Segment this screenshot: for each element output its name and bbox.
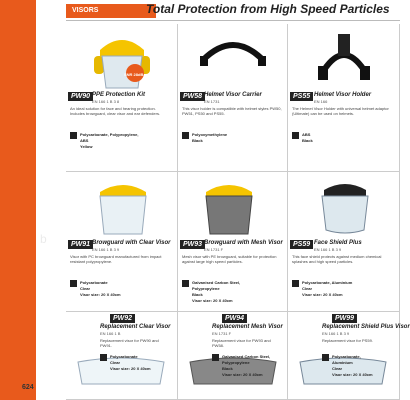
product-name: PPE Protection Kit bbox=[92, 92, 146, 98]
product-code: PW94 bbox=[222, 314, 247, 323]
product-spec: Polypropylene bbox=[192, 286, 220, 291]
product-spec: Aluminium bbox=[332, 360, 353, 365]
product-spec: Clear bbox=[110, 360, 121, 365]
product-card bbox=[66, 24, 178, 172]
product-description: The Helmet Visor Holder with universal helmet adaptor (Ultimate) can be used on helmets. bbox=[292, 106, 389, 116]
product-name: Browguard with Mesh Visor bbox=[204, 240, 283, 246]
product-spec: Galvanised Carbon Steel, bbox=[192, 280, 241, 285]
product-name: Face Shield Plus bbox=[314, 240, 362, 246]
watermark-text: b bbox=[40, 232, 47, 246]
product-standard: EN 166 1 B bbox=[100, 331, 121, 336]
product-standard: EN 166 bbox=[314, 99, 328, 104]
material-swatch bbox=[292, 280, 299, 287]
product-name: Helmet Visor Carrier bbox=[204, 92, 262, 98]
browguard-clear-image bbox=[92, 178, 154, 243]
product-description: An ideal solution for face and hearing protection. Includes browguard, clear visor and ear defenders. bbox=[70, 106, 161, 116]
product-spec: Visor size: 20 X 40cm bbox=[222, 372, 263, 377]
material-swatch bbox=[182, 280, 189, 287]
product-code: PS55 bbox=[290, 92, 313, 101]
material-swatch bbox=[70, 280, 77, 287]
page-header bbox=[36, 0, 400, 22]
product-card bbox=[178, 24, 288, 172]
product-spec: Yellow bbox=[80, 144, 93, 149]
product-card bbox=[288, 172, 400, 312]
material-swatch bbox=[212, 354, 219, 361]
product-card bbox=[178, 312, 288, 400]
page-title: Total Protection from High Speed Particles bbox=[146, 2, 390, 16]
product-spec: Black bbox=[302, 138, 313, 143]
product-card bbox=[288, 312, 410, 400]
material-swatch bbox=[322, 354, 329, 361]
product-spec: Visor size: 20 X 40cm bbox=[332, 372, 373, 377]
product-name: Replacement Clear Visor bbox=[100, 324, 171, 330]
product-description: Mesh visor with PE browguard, suitable for protection against large high speed particles. bbox=[182, 254, 277, 264]
product-spec: Polycarbonate, bbox=[332, 354, 361, 359]
product-standard: EN 1731 F bbox=[204, 247, 224, 252]
ppe-kit-image bbox=[92, 30, 152, 97]
visor-holder-image bbox=[314, 30, 374, 97]
visor-carrier-image bbox=[198, 30, 268, 75]
product-name: Replacement Shield Plus Visor bbox=[322, 324, 410, 330]
product-spec: ABS bbox=[302, 132, 311, 137]
product-description: This face shield protects against medium chemical splashes and high speed particles. bbox=[292, 254, 382, 264]
snr-badge-label: SNR 28dB bbox=[124, 72, 144, 77]
material-swatch bbox=[100, 354, 107, 361]
product-standard: EN 166 1 B 3 9 bbox=[322, 331, 350, 336]
replacement-clear-visor-image bbox=[76, 356, 166, 391]
product-spec: Polycarbonate bbox=[110, 354, 138, 359]
product-spec: Clear bbox=[80, 286, 91, 291]
product-spec: Visor size: 20 X 40cm bbox=[80, 292, 121, 297]
product-card bbox=[66, 172, 178, 312]
product-description: This visor holder is compatible with helmet styles PW50, PW51, PS50 and PS55. bbox=[182, 106, 282, 116]
product-code: PW90 bbox=[68, 92, 93, 101]
product-spec: Polyoxymethylene bbox=[192, 132, 228, 137]
product-name: Browguard with Clear Visor bbox=[92, 240, 171, 246]
product-standard: EN 166 1 B 3 9 bbox=[92, 247, 120, 252]
product-description: Visor with PC browguard manufactured from impact resistant polypropylene. bbox=[70, 254, 162, 264]
face-shield-image bbox=[314, 178, 376, 243]
header-divider bbox=[66, 20, 400, 21]
product-code: PS59 bbox=[290, 240, 313, 249]
product-card bbox=[288, 24, 400, 172]
product-description: Replacement visor for PS59. bbox=[322, 338, 373, 343]
material-swatch bbox=[292, 132, 299, 139]
orange-side-bar bbox=[0, 0, 36, 400]
product-code: PW91 bbox=[68, 240, 93, 249]
product-code: PW99 bbox=[332, 314, 357, 323]
product-code: PW92 bbox=[110, 314, 135, 323]
product-spec: Black bbox=[192, 138, 203, 143]
product-description: Replacement visor for PW90 and PW91. bbox=[100, 338, 159, 348]
product-code: PW93 bbox=[180, 240, 205, 249]
product-spec: Clear bbox=[302, 286, 313, 291]
product-spec: Polycarbonate, Polypropylene, bbox=[80, 132, 139, 137]
product-spec: Clear bbox=[332, 366, 343, 371]
product-spec: Black bbox=[192, 292, 203, 297]
catalog-page bbox=[36, 0, 410, 400]
product-spec: ABS bbox=[80, 138, 89, 143]
product-spec: Polycarbonate, Aluminium bbox=[302, 280, 353, 285]
product-card bbox=[178, 172, 288, 312]
product-card bbox=[66, 312, 178, 400]
product-name: Helmet Visor Holder bbox=[314, 92, 372, 98]
product-spec: Black bbox=[222, 366, 233, 371]
product-standard: EN 166 1 B 3 8 bbox=[92, 99, 120, 104]
material-swatch bbox=[70, 132, 77, 139]
product-standard: EN 166 1 B 3 9 bbox=[314, 247, 342, 252]
browguard-mesh-image bbox=[198, 178, 260, 243]
product-standard: EN 1731 F bbox=[212, 331, 232, 336]
product-name: Replacement Mesh Visor bbox=[212, 324, 283, 330]
page-number: 624 bbox=[22, 384, 34, 391]
product-spec: Polycarbonate bbox=[80, 280, 108, 285]
product-spec: Visor size: 20 X 40cm bbox=[192, 298, 233, 303]
product-grid bbox=[66, 24, 410, 400]
product-spec: Visor size: 20 X 40cm bbox=[110, 366, 151, 371]
product-spec: Polypropylene bbox=[222, 360, 250, 365]
product-code: PW58 bbox=[180, 92, 205, 101]
section-tab: VISORS bbox=[66, 4, 156, 18]
product-spec: Visor size: 20 X 40cm bbox=[302, 292, 343, 297]
product-description: Replacement visor for PW93 and PW58. bbox=[212, 338, 271, 348]
product-spec: Galvanised Carbon Steel, bbox=[222, 354, 271, 359]
material-swatch bbox=[182, 132, 189, 139]
product-standard: EN 1731 bbox=[204, 99, 220, 104]
